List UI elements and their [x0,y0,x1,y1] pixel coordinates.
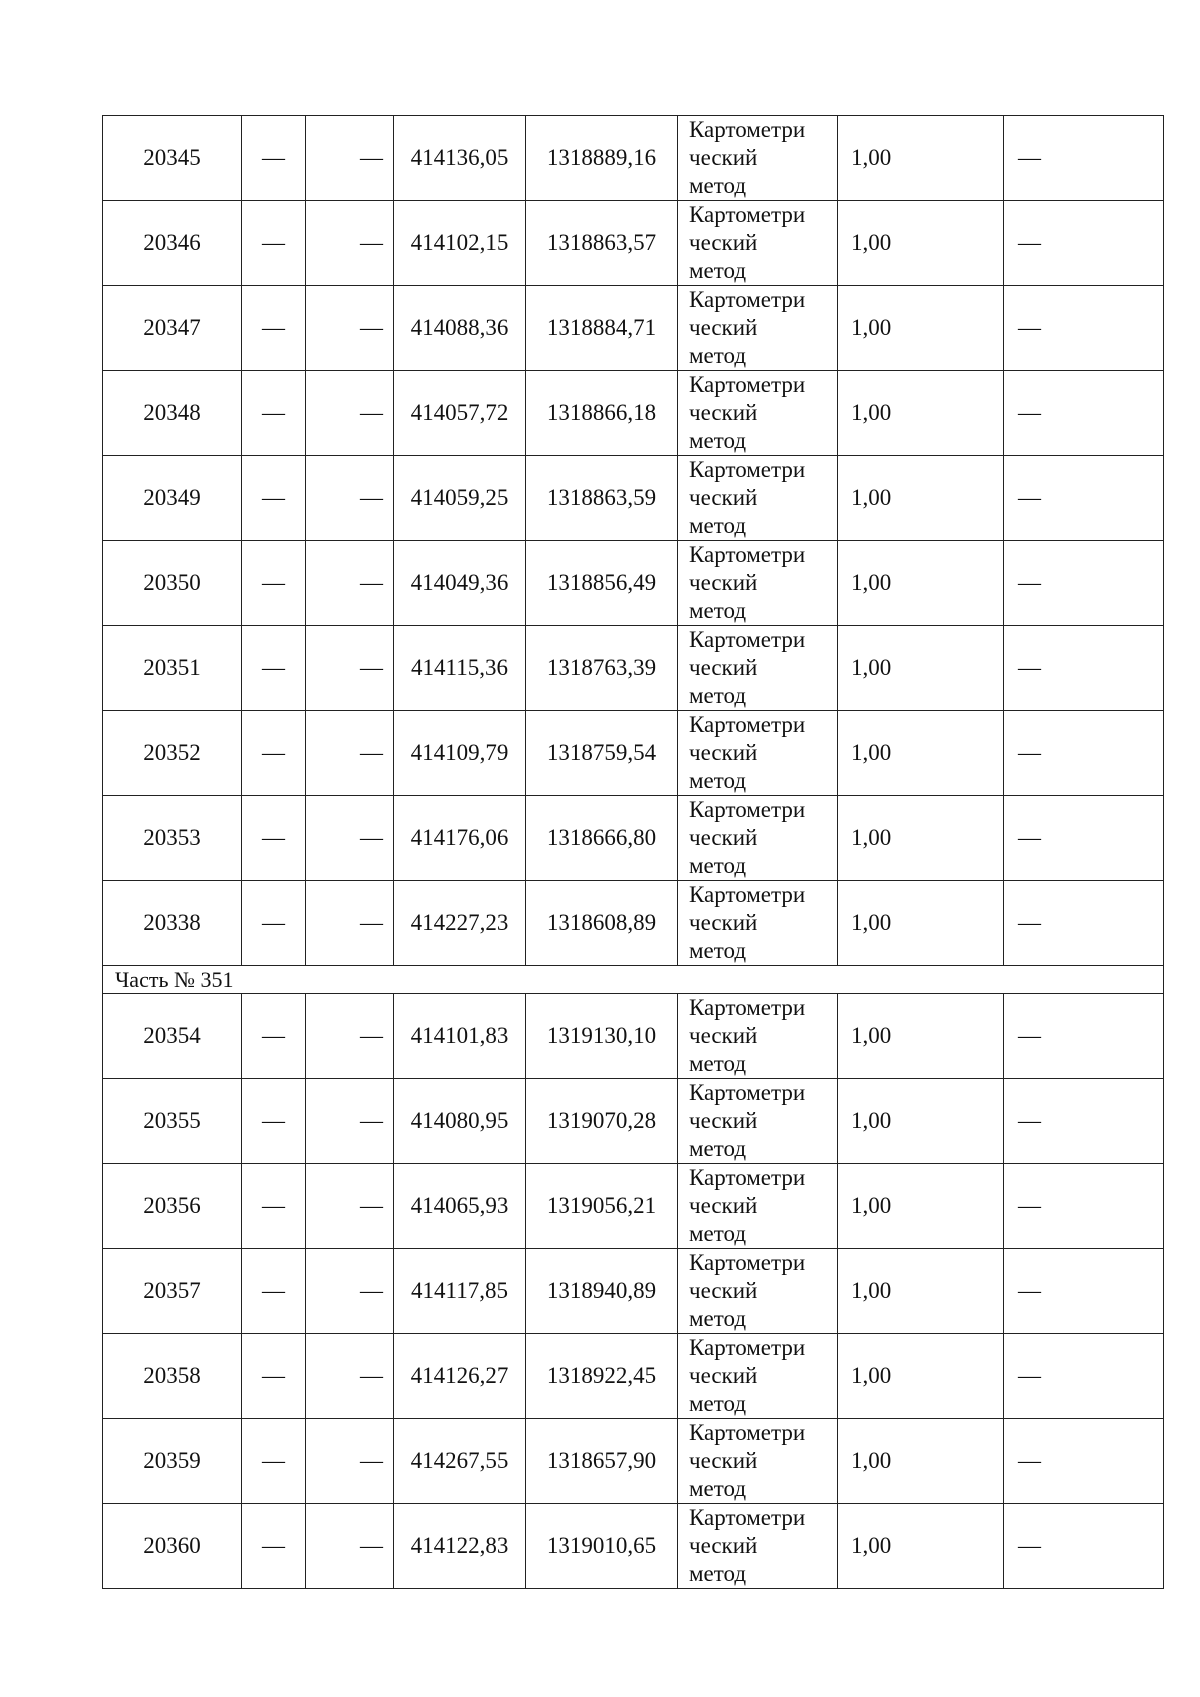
method-line: метод [689,1051,747,1076]
method-line: Картометри [689,1505,806,1530]
x-coordinate-cell: 414115,36 [394,626,526,711]
note-cell: — [1004,201,1164,286]
point-number-cell: 20338 [103,881,242,966]
method-line: метод [689,1391,747,1416]
accuracy-cell: 1,00 [838,541,1004,626]
y-coordinate-cell: 1318863,57 [526,201,678,286]
empty-cell-col3: — [306,1419,394,1504]
empty-cell-col2: — [242,1079,306,1164]
method-cell [678,626,838,711]
empty-cell-col2: — [242,1249,306,1334]
coordinates-table [102,115,1164,1589]
method-line: метод [689,428,747,453]
empty-cell-col3: — [306,994,394,1079]
point-number-cell: 20346 [103,201,242,286]
empty-cell-col2: — [242,116,306,201]
method-cell [678,1079,838,1164]
y-coordinate-cell: 1319130,10 [526,994,678,1079]
method-line: метод [689,1561,747,1586]
accuracy-cell: 1,00 [838,371,1004,456]
method-cell [678,116,838,201]
table-row [103,994,1164,1079]
empty-cell-col3: — [306,796,394,881]
x-coordinate-cell: 414176,06 [394,796,526,881]
method-line: ческий [689,655,758,680]
x-coordinate-cell: 414227,23 [394,881,526,966]
method-line: Картометри [689,995,806,1020]
method-line: ческий [689,485,758,510]
x-coordinate-cell: 414080,95 [394,1079,526,1164]
note-cell: — [1004,1164,1164,1249]
point-number-cell: 20347 [103,286,242,371]
method-line: ческий [689,400,758,425]
method-line: метод [689,258,747,283]
empty-cell-col3: — [306,201,394,286]
point-number-cell: 20349 [103,456,242,541]
table-row [103,1419,1164,1504]
y-coordinate-cell: 1318666,80 [526,796,678,881]
point-number-cell: 20351 [103,626,242,711]
method-line: Картометри [689,1420,806,1445]
y-coordinate-cell: 1319070,28 [526,1079,678,1164]
method-cell [678,541,838,626]
empty-cell-col3: — [306,1249,394,1334]
y-coordinate-cell: 1318940,89 [526,1249,678,1334]
point-number-cell: 20355 [103,1079,242,1164]
method-line: ческий [689,825,758,850]
note-cell: — [1004,456,1164,541]
accuracy-cell: 1,00 [838,796,1004,881]
point-number-cell: 20353 [103,796,242,881]
method-line: ческий [689,230,758,255]
empty-cell-col3: — [306,541,394,626]
empty-cell-col2: — [242,881,306,966]
method-line: ческий [689,1448,758,1473]
y-coordinate-cell: 1318608,89 [526,881,678,966]
method-line: ческий [689,145,758,170]
method-line: Картометри [689,372,806,397]
x-coordinate-cell: 414057,72 [394,371,526,456]
accuracy-cell: 1,00 [838,881,1004,966]
x-coordinate-cell: 414122,83 [394,1504,526,1589]
empty-cell-col3: — [306,626,394,711]
note-cell: — [1004,1419,1164,1504]
table-row [103,371,1164,456]
method-cell [678,1504,838,1589]
y-coordinate-cell: 1318657,90 [526,1419,678,1504]
empty-cell-col2: — [242,456,306,541]
note-cell: — [1004,711,1164,796]
x-coordinate-cell: 414065,93 [394,1164,526,1249]
table-row [103,116,1164,201]
accuracy-cell: 1,00 [838,1249,1004,1334]
method-line: ческий [689,315,758,340]
method-line: Картометри [689,627,806,652]
accuracy-cell: 1,00 [838,1334,1004,1419]
empty-cell-col2: — [242,286,306,371]
method-line: метод [689,938,747,963]
empty-cell-col2: — [242,1164,306,1249]
method-line: Картометри [689,1165,806,1190]
empty-cell-col3: — [306,1334,394,1419]
note-cell: — [1004,1334,1164,1419]
empty-cell-col2: — [242,1504,306,1589]
method-line: метод [689,1476,747,1501]
method-cell [678,994,838,1079]
x-coordinate-cell: 414102,15 [394,201,526,286]
x-coordinate-cell: 414136,05 [394,116,526,201]
method-line: ческий [689,910,758,935]
point-number-cell: 20354 [103,994,242,1079]
method-line: Картометри [689,287,806,312]
table-body [103,116,1164,1589]
accuracy-cell: 1,00 [838,1419,1004,1504]
method-line: Картометри [689,1250,806,1275]
y-coordinate-cell: 1318856,49 [526,541,678,626]
method-line: метод [689,1221,747,1246]
x-coordinate-cell: 414059,25 [394,456,526,541]
method-line: метод [689,513,747,538]
note-cell: — [1004,371,1164,456]
note-cell: — [1004,994,1164,1079]
method-line: ческий [689,570,758,595]
empty-cell-col3: — [306,286,394,371]
method-line: ческий [689,1108,758,1133]
table-row [103,626,1164,711]
point-number-cell: 20357 [103,1249,242,1334]
method-line: Картометри [689,1335,806,1360]
method-line: ческий [689,1193,758,1218]
table-row [103,456,1164,541]
y-coordinate-cell: 1318866,18 [526,371,678,456]
note-cell: — [1004,1079,1164,1164]
x-coordinate-cell: 414049,36 [394,541,526,626]
table-row [103,1079,1164,1164]
table-row [103,286,1164,371]
table-row [103,711,1164,796]
accuracy-cell: 1,00 [838,711,1004,796]
y-coordinate-cell: 1318763,39 [526,626,678,711]
empty-cell-col3: — [306,116,394,201]
method-line: Картометри [689,1080,806,1105]
note-cell: — [1004,116,1164,201]
empty-cell-col3: — [306,881,394,966]
table-row [103,1249,1164,1334]
accuracy-cell: 1,00 [838,201,1004,286]
method-line: Картометри [689,202,806,227]
method-cell [678,1419,838,1504]
y-coordinate-cell: 1318884,71 [526,286,678,371]
method-line: метод [689,1306,747,1331]
method-line: Картометри [689,117,806,142]
note-cell: — [1004,626,1164,711]
y-coordinate-cell: 1318863,59 [526,456,678,541]
note-cell: — [1004,796,1164,881]
empty-cell-col3: — [306,1164,394,1249]
method-cell [678,881,838,966]
empty-cell-col3: — [306,371,394,456]
method-line: метод [689,343,747,368]
note-cell: — [1004,541,1164,626]
method-cell [678,796,838,881]
empty-cell-col2: — [242,796,306,881]
note-cell: — [1004,881,1164,966]
method-line: ческий [689,1363,758,1388]
y-coordinate-cell: 1319010,65 [526,1504,678,1589]
point-number-cell: 20358 [103,1334,242,1419]
method-line: Картометри [689,797,806,822]
empty-cell-col2: — [242,541,306,626]
method-cell [678,1334,838,1419]
point-number-cell: 20359 [103,1419,242,1504]
table-row [103,881,1164,966]
empty-cell-col2: — [242,994,306,1079]
x-coordinate-cell: 414101,83 [394,994,526,1079]
point-number-cell: 20350 [103,541,242,626]
point-number-cell: 20352 [103,711,242,796]
accuracy-cell: 1,00 [838,1164,1004,1249]
empty-cell-col3: — [306,1079,394,1164]
method-line: ческий [689,1533,758,1558]
method-line: Картометри [689,882,806,907]
method-cell [678,371,838,456]
note-cell: — [1004,1249,1164,1334]
accuracy-cell: 1,00 [838,116,1004,201]
empty-cell-col2: — [242,1334,306,1419]
y-coordinate-cell: 1318759,54 [526,711,678,796]
empty-cell-col2: — [242,1419,306,1504]
empty-cell-col2: — [242,371,306,456]
method-line: метод [689,173,747,198]
x-coordinate-cell: 414267,55 [394,1419,526,1504]
method-line: ческий [689,740,758,765]
table-row [103,201,1164,286]
empty-cell-col2: — [242,711,306,796]
empty-cell-col3: — [306,456,394,541]
point-number-cell: 20360 [103,1504,242,1589]
method-cell [678,286,838,371]
empty-cell-col2: — [242,626,306,711]
accuracy-cell: 1,00 [838,626,1004,711]
method-line: ческий [689,1278,758,1303]
table-row [103,1164,1164,1249]
method-line: Картометри [689,542,806,567]
section-header-row [103,966,1164,994]
method-line: Картометри [689,457,806,482]
empty-cell-col3: — [306,711,394,796]
accuracy-cell: 1,00 [838,286,1004,371]
accuracy-cell: 1,00 [838,1079,1004,1164]
method-line: метод [689,683,747,708]
section-label: Часть № 351 [103,966,1164,994]
accuracy-cell: 1,00 [838,456,1004,541]
x-coordinate-cell: 414126,27 [394,1334,526,1419]
note-cell: — [1004,286,1164,371]
point-number-cell: 20345 [103,116,242,201]
table-row [103,541,1164,626]
point-number-cell: 20348 [103,371,242,456]
method-line: метод [689,853,747,878]
x-coordinate-cell: 414109,79 [394,711,526,796]
method-cell [678,456,838,541]
y-coordinate-cell: 1318889,16 [526,116,678,201]
method-line: метод [689,768,747,793]
point-number-cell: 20356 [103,1164,242,1249]
method-line: метод [689,598,747,623]
method-cell [678,711,838,796]
method-cell [678,1249,838,1334]
table-row [103,1334,1164,1419]
method-cell [678,201,838,286]
note-cell: — [1004,1504,1164,1589]
x-coordinate-cell: 414088,36 [394,286,526,371]
table-row [103,796,1164,881]
method-line: Картометри [689,712,806,737]
accuracy-cell: 1,00 [838,994,1004,1079]
accuracy-cell: 1,00 [838,1504,1004,1589]
method-cell [678,1164,838,1249]
empty-cell-col3: — [306,1504,394,1589]
empty-cell-col2: — [242,201,306,286]
x-coordinate-cell: 414117,85 [394,1249,526,1334]
y-coordinate-cell: 1319056,21 [526,1164,678,1249]
method-line: метод [689,1136,747,1161]
table-row [103,1504,1164,1589]
y-coordinate-cell: 1318922,45 [526,1334,678,1419]
method-line: ческий [689,1023,758,1048]
